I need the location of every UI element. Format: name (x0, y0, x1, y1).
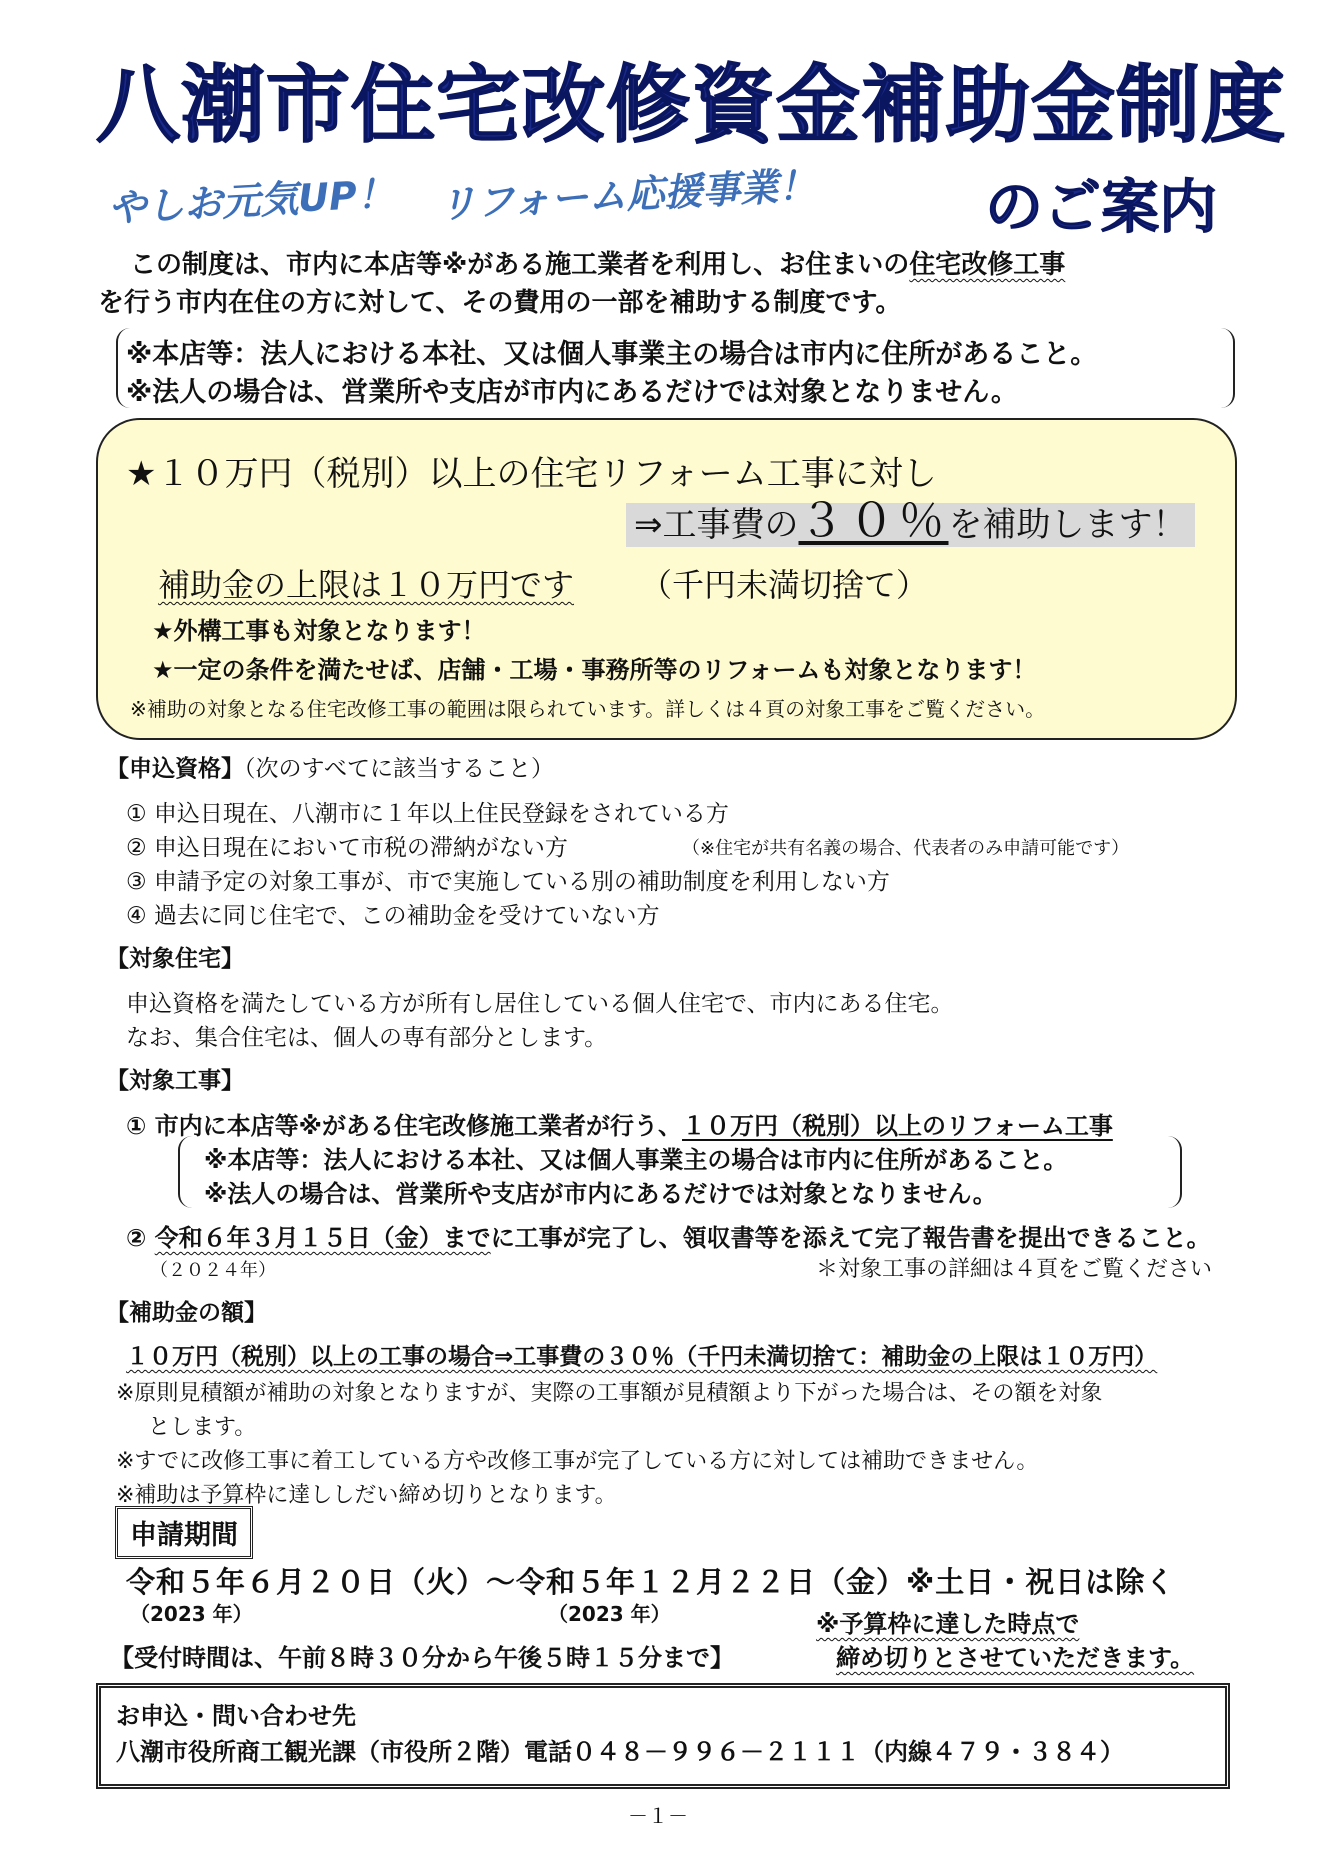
intro-text: に対して、その費用の一部を補助する制度です。 (332, 288, 902, 318)
note-corporation: ※法人の場合は、営業所や支店が市内にあるだけでは対象となりません。 (126, 377, 1018, 408)
period-label: 申請期間 (115, 1506, 253, 1559)
intro-text: この制度は、市内に本店等※がある施工業者を利用し、お住まいの (130, 250, 910, 280)
eligibility-item-3: ③ 申請予定の対象工事が、市で実施している別の補助制度を利用しない方 (126, 869, 890, 895)
eligibility-heading-line (106, 750, 554, 783)
subsidy-limit-note: （千円未満切捨て） (640, 566, 929, 604)
works-deadline: 令和６年３月１５日（金）まで (154, 1224, 491, 1252)
highlight-text: ⇒工事費の (634, 505, 799, 545)
intro-line-2 (98, 282, 901, 319)
period-dates: 令和５年６月２０日（火）～令和５年１２月２２日（金）※土日・祝日は除く (126, 1565, 1176, 1599)
works-min-cost: １０万円（税別）以上のリフォーム工事 (682, 1112, 1113, 1140)
eligibility-item-1: ① 申込日現在、八潮市に１年以上住民登録をされている方 (126, 801, 729, 827)
eligibility-item-2-note: （※住宅が共有名義の場合、代表者のみ申請可能です） (682, 838, 1130, 859)
intro-line-1 (130, 244, 1065, 281)
contact-details: 八潮市役所商工観光課（市役所２階）電話０４８－９９６－２１１１（内線４７９・３８４） (116, 1738, 1124, 1766)
subtitle-guide: のご案内 (985, 173, 1218, 241)
highlight-text: を補助します！ (948, 505, 1187, 545)
subsidy-limit: 補助金の上限は１０万円です (158, 566, 575, 604)
page-number: －１－ (628, 1804, 688, 1828)
eligibility-item-2: ② 申込日現在において市税の滞納がない方 (126, 835, 568, 861)
period-year-start: （2023 年） (130, 1602, 253, 1626)
note-head-office: ※本店等：法人における本社、又は個人事業主の場合は市内に住所があること。 (126, 339, 1098, 370)
rate-30-percent: ３０％ (798, 493, 949, 547)
amount-note-2: ※すでに改修工事に着工している方や改修工事が完了している方に対しては補助できません。 (116, 1449, 1039, 1474)
works-item-2 (126, 1218, 1211, 1253)
works-note-corporation: ※法人の場合は、営業所や支店が市内にあるだけでは対象となりません。 (204, 1180, 997, 1208)
intro-emphasis-resident: 市内在住の方 (176, 288, 333, 318)
section-heading-works: 【対象工事】 (106, 1068, 244, 1094)
period-year-end: （2023 年） (548, 1602, 671, 1626)
intro-text: を行う (98, 288, 177, 318)
amount-note-1b: とします。 (148, 1415, 257, 1440)
housing-line-1: 申込資格を満たしている方が所有し居住している個人住宅で、市内にある住宅。 (126, 991, 954, 1017)
works-year-note: （２０２４年） (150, 1260, 276, 1281)
highlight-footnote: ※補助の対象となる住宅改修工事の範囲は限られています。詳しくは４頁の対象工事をご覧ください。 (130, 697, 1046, 721)
works-text: ② (126, 1224, 155, 1252)
works-text: ① 市内に本店等※がある住宅改修施工業者が行う、 (126, 1112, 683, 1140)
reception-hours: 【受付時間は、午前８時３０分から午後５時１５分まで】 (110, 1644, 734, 1672)
contact-title: お申込・問い合わせ先 (116, 1702, 356, 1730)
section-heading-amount: 【補助金の額】 (106, 1300, 267, 1326)
eligibility-item-4: ④ 過去に同じ住宅で、この補助金を受けていない方 (126, 903, 660, 929)
page-title: 八潮市住宅改修資金補助金制度 (96, 56, 1287, 154)
subtitle-reform-support: リフォーム応援事業！ (437, 163, 818, 227)
highlight-line-1: ★１０万円（税別）以上の住宅リフォーム工事に対し (126, 454, 937, 494)
period-budget-note-2: 締め切りとさせていただきます。 (836, 1644, 1195, 1672)
eligibility-heading-note: （次のすべてに該当すること） (244, 756, 555, 782)
period-budget-note-1: ※予算枠に達した時点で (816, 1610, 1080, 1638)
star-shop-factory: ★一定の条件を満たせば、店舗・工場・事務所等のリフォームも対象となります！ (152, 656, 1037, 684)
amount-note-3: ※補助は予算枠に達ししだい締め切りとなります。 (116, 1483, 617, 1508)
works-note-head-office: ※本店等：法人における本社、又は個人事業主の場合は市内に住所があること。 (204, 1146, 1068, 1174)
housing-line-2: なお、集合住宅は、個人の専有部分とします。 (126, 1025, 608, 1051)
works-text: に工事が完了し、領収書等を添えて完了報告書を提出できること。 (490, 1224, 1211, 1252)
amount-note-1a: ※原則見積額が補助の対象となりますが、実際の工事額が見積額より下がった場合は、その額を対象 (116, 1381, 1103, 1406)
section-heading-housing: 【対象住宅】 (106, 946, 244, 972)
highlight-line-2 (626, 484, 1195, 550)
intro-emphasis-housing-work: 住宅改修工事 (909, 250, 1066, 280)
star-exterior-work: ★外構工事も対象となります！ (152, 617, 486, 645)
works-detail-note: ＊対象工事の詳細は４頁をご覧ください (816, 1257, 1213, 1282)
amount-main: １０万円（税別）以上の工事の場合⇒工事費の３０％（千円未満切捨て：補助金の上限は１０万円） (126, 1344, 1158, 1370)
section-heading-eligibility: 【申込資格】 (106, 756, 244, 782)
highlight-subsidy-rate (626, 493, 1195, 547)
subtitle-yashio-genki: やしお元気UP！ (107, 171, 396, 231)
